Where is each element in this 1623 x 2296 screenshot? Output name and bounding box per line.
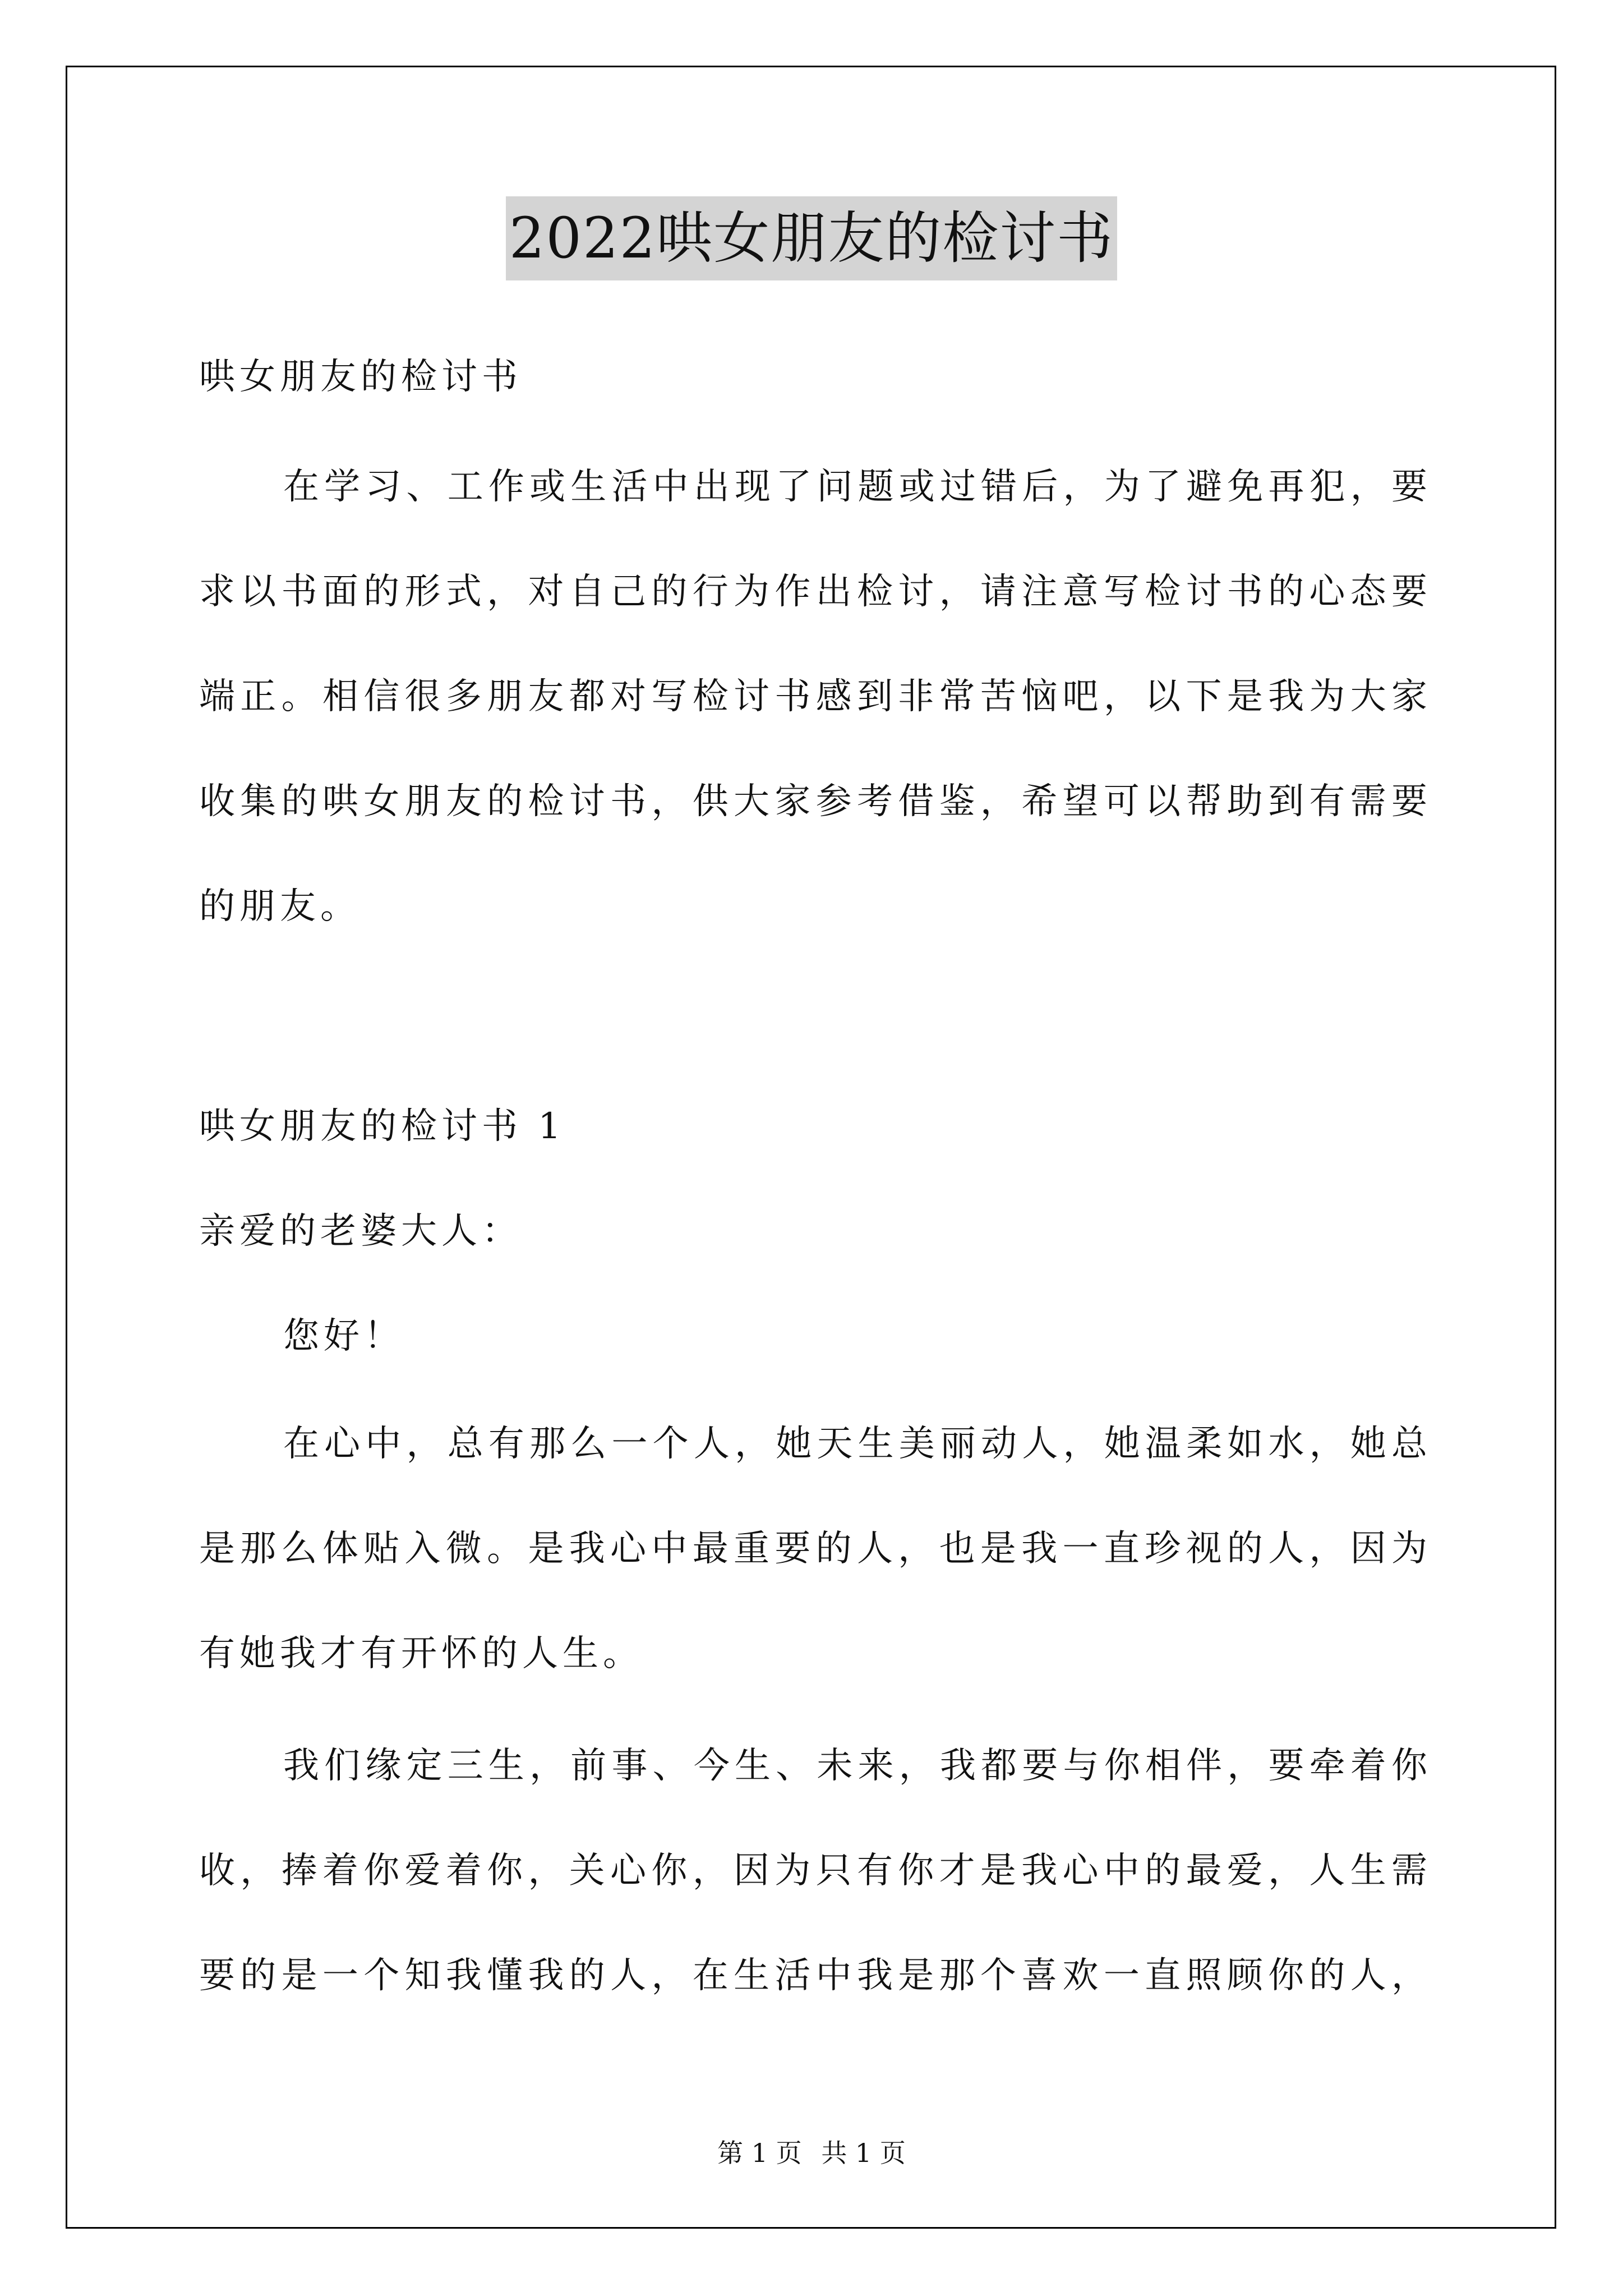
- para2-line-3: 要的是一个知我懂我的人，在生活中我是那个喜欢一直照顾你的人，: [199, 1955, 1427, 1996]
- para1-line-1: 在心中，总有那么一个人，她天生美丽动人，她温柔如水，她总: [283, 1423, 1427, 1465]
- salutation: 亲爱的老婆大人：: [199, 1211, 522, 1252]
- intro-line-1: 在学习、工作或生活中出现了问题或过错后，为了避免再犯，要: [283, 466, 1427, 508]
- para1-line-3: 有她我才有开怀的人生。: [199, 1633, 643, 1674]
- page-footer: [0, 2136, 1623, 2170]
- page-total: 共 1 页: [821, 2138, 906, 2168]
- greeting: 您好！: [283, 1315, 404, 1357]
- document-title: 2022哄女朋友的检讨书: [506, 196, 1118, 280]
- intro-line-4: 收集的哄女朋友的检讨书，供大家参考借鉴，希望可以帮助到有需要: [199, 781, 1427, 822]
- section-heading: 哄女朋友的检讨书 1: [199, 1106, 566, 1147]
- para2-line-1: 我们缘定三生，前事、今生、未来，我都要与你相伴，要牵着你: [283, 1745, 1427, 1787]
- intro-line-5: 的朋友。: [199, 886, 361, 927]
- page-number: 第 1 页: [717, 2138, 802, 2168]
- document-subtitle: 哄女朋友的检讨书: [199, 356, 522, 398]
- para1-line-2: 是那么体贴入微。是我心中最重要的人，也是我一直珍视的人，因为: [199, 1528, 1427, 1570]
- intro-line-3: 端正。相信很多朋友都对写检讨书感到非常苦恼吧，以下是我为大家: [199, 676, 1427, 717]
- title-container: [0, 196, 1623, 280]
- intro-line-2: 求以书面的形式，对自己的行为作出检讨，请注意写检讨书的心态要: [199, 571, 1427, 613]
- para2-line-2: 收，捧着你爱着你，关心你，因为只有你才是我心中的最爱，人生需: [199, 1850, 1427, 1892]
